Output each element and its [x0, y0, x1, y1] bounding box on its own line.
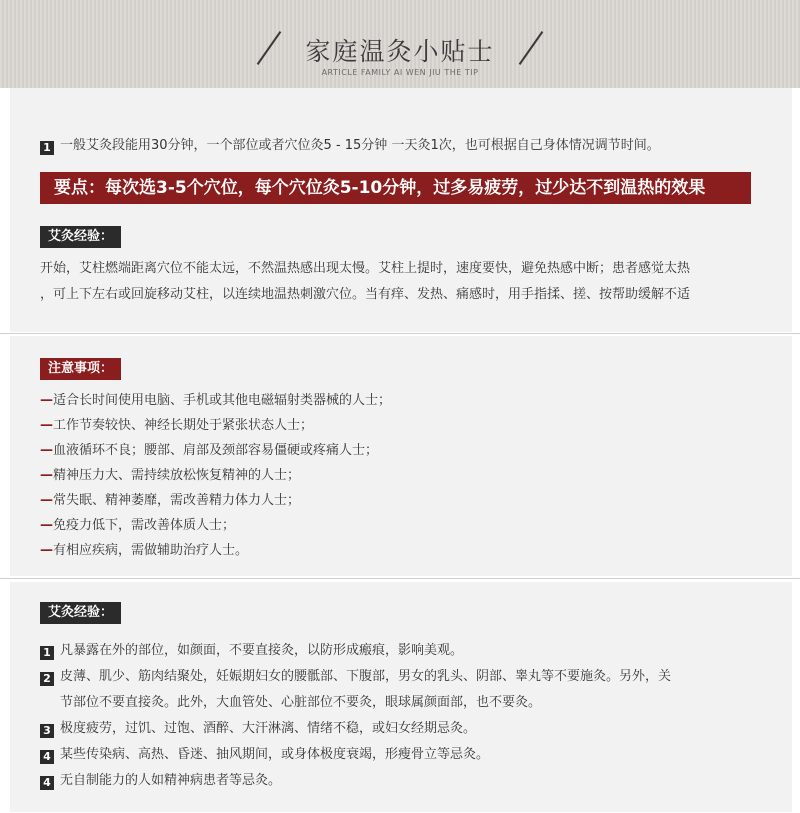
- header-banner: [0, 0, 800, 88]
- list-item-text: 血液循环不良；腰部、肩部及颈部容易僵硬或疼痛人士；: [53, 443, 379, 458]
- list-item: [40, 463, 391, 488]
- intro-text: 一般艾灸段能用30分钟，一个部位或者穴位灸5 - 15分钟 一天灸1次，也可根据自己身体情况调节时间。: [60, 138, 660, 153]
- list-item-text: 工作节奏较快、神经长期处于紧张状态人士；: [53, 418, 314, 433]
- item-number-badge: 4: [40, 750, 54, 764]
- list-item: [40, 438, 391, 463]
- list-item-continuation: 节部位不要直接灸。此外，大血管处、心脏部位不要灸，眼球属颜面部，也不要灸。: [60, 695, 542, 710]
- list-item-text: 无自制能力的人如精神病患者等忌灸。: [60, 773, 282, 788]
- section-divider: [0, 333, 800, 334]
- list-item: [40, 768, 780, 794]
- list-item-text: 精神压力大、需持续放松恢复精神的人士；: [53, 468, 301, 483]
- intro-number-badge: 1: [40, 141, 54, 155]
- cautions-section: [10, 336, 792, 576]
- cautions-list: [40, 388, 391, 563]
- list-item: [40, 638, 780, 664]
- list-item: [40, 388, 391, 413]
- list-item-text: 凡暴露在外的部位，如颜面，不要直接灸，以防形成瘢痕，影响美观。: [60, 643, 464, 658]
- dash-marker: —: [40, 418, 53, 433]
- list-item-text: 常失眠、精神萎靡，需改善精力体力人士；: [53, 493, 301, 508]
- item-number-badge: 1: [40, 646, 54, 660]
- list-item-text: 某些传染病、高热、昏迷、抽风期间，或身体极度衰竭，形瘦骨立等忌灸。: [60, 747, 490, 762]
- dash-marker: —: [40, 393, 53, 408]
- list-item-text: 皮薄、肌少、筋肉结聚处，妊娠期妇女的腰骶部、下腹部，男女的乳头、阴部、睾丸等不要施灸。另外，关: [60, 669, 672, 684]
- experience-line: 开始，艾柱燃端距离穴位不能太远，不然温热感出现太慢。艾柱上提时，速度要快，避免热感中断；患者感觉太热: [40, 261, 691, 276]
- cautions-tag: 注意事项：: [40, 358, 121, 380]
- list-item-text: 极度疲劳，过饥、过饱、酒醉、大汗淋漓、情绪不稳，或妇女经期忌灸。: [60, 721, 477, 736]
- list-item: [40, 716, 780, 742]
- item-number-badge: 3: [40, 724, 54, 738]
- dash-marker: —: [40, 493, 53, 508]
- keypoint-banner: 要点：每次选3-5个穴位，每个穴位灸5-10分钟，过多易疲劳，过少达不到温热的效果: [40, 172, 751, 204]
- contraindications-tag: 艾灸经验：: [40, 602, 121, 624]
- section-divider: [0, 578, 800, 579]
- contraindications-section: [10, 582, 792, 812]
- list-item: [40, 488, 391, 513]
- item-number-badge: 4: [40, 776, 54, 790]
- page-title: 家庭温灸小贴士: [305, 37, 495, 66]
- list-item-text: 有相应疾病，需做辅助治疗人士。: [53, 543, 249, 558]
- list-item: [40, 413, 391, 438]
- intro-line: [40, 134, 660, 155]
- dash-marker: —: [40, 518, 53, 533]
- list-item-text: 适合长时间使用电脑、手机或其他电磁辐射类器械的人士；: [53, 393, 392, 408]
- usage-section: [10, 88, 792, 332]
- dash-marker: —: [40, 468, 53, 483]
- experience-line: ，可上下左右或回旋移动艾柱，以连续地温热刺激穴位。当有痒、发热、痛感时，用手指揉、搓、按帮助缓解不适: [40, 287, 691, 302]
- list-item: [40, 513, 391, 538]
- list-item-text: 免疫力低下，需改善体质人士；: [53, 518, 236, 533]
- list-item: [40, 538, 391, 563]
- experience-tag: 艾灸经验：: [40, 226, 121, 248]
- dash-marker: —: [40, 543, 53, 558]
- experience-paragraph: [40, 256, 780, 308]
- dash-marker: —: [40, 443, 53, 458]
- list-item: [40, 742, 780, 768]
- contraindications-list: [40, 638, 780, 794]
- page-subtitle: ARTICLE FAMILY AI WEN JIU THE TIP: [321, 68, 479, 77]
- list-item: [40, 664, 780, 716]
- item-number-badge: 2: [40, 672, 54, 686]
